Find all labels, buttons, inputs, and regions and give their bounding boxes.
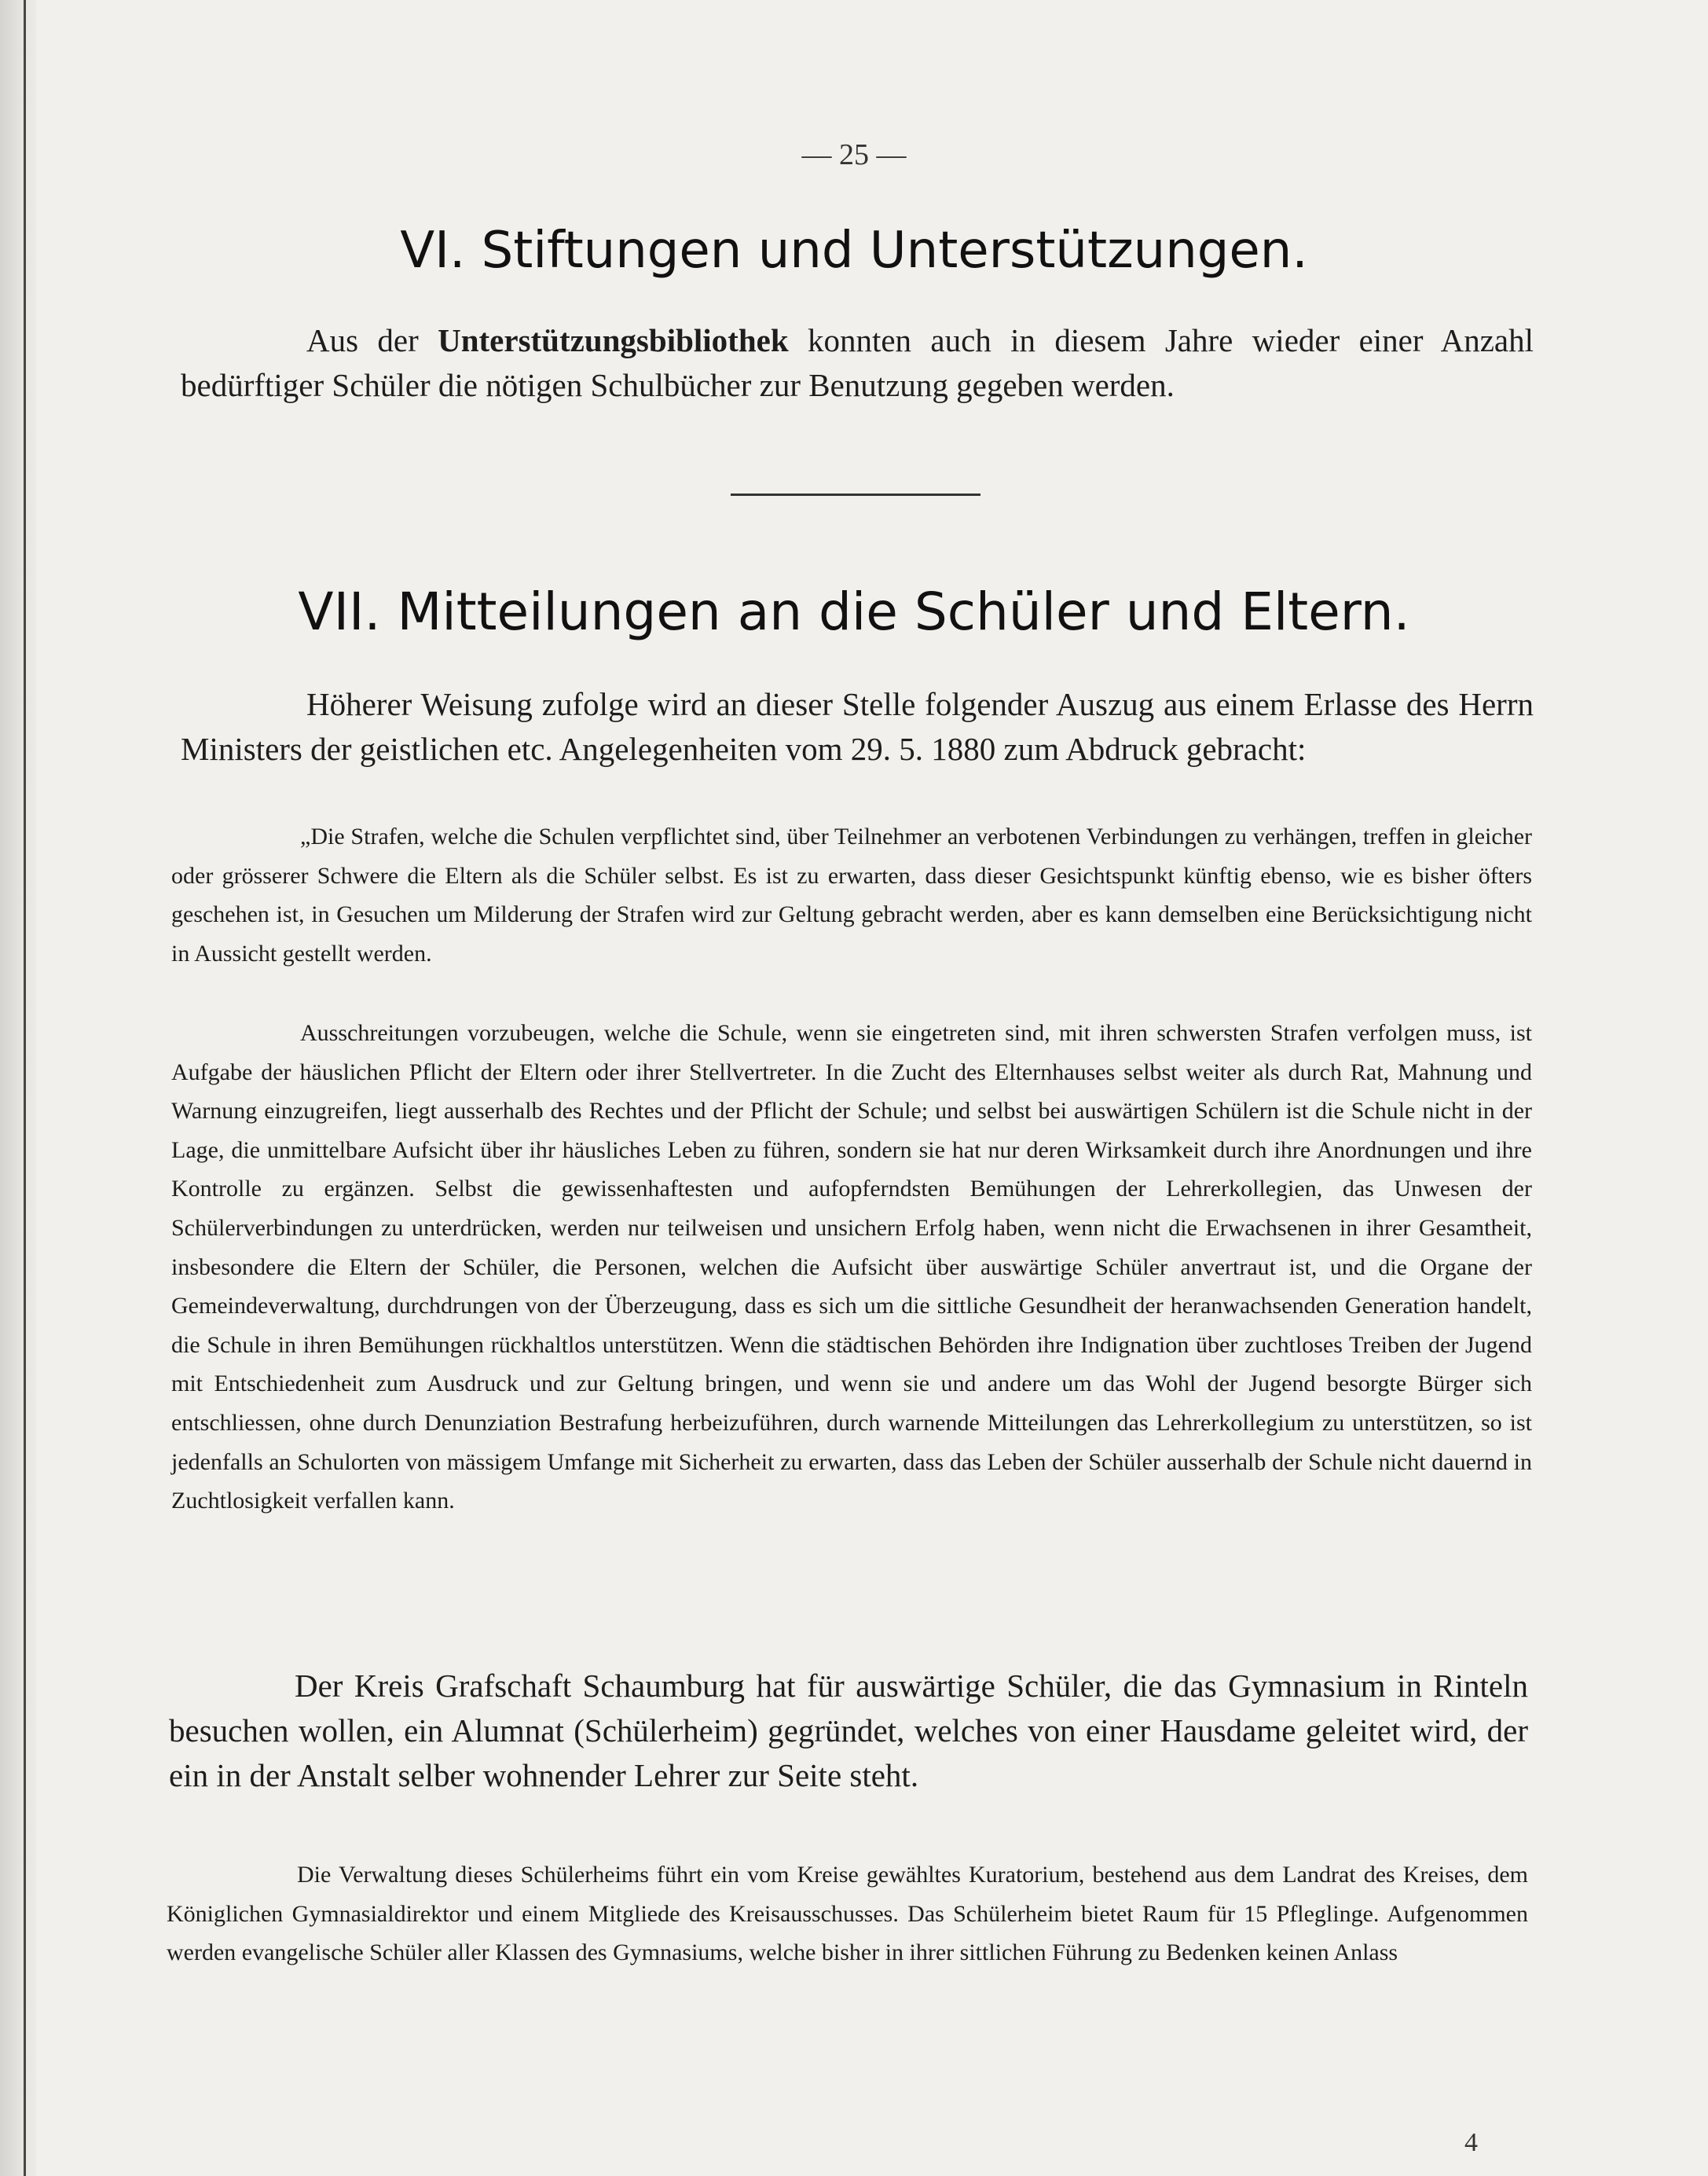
page-edge-shadow [0, 0, 36, 2176]
intro-text: Höherer Weisung zufolge wird an dieser Stelle folgender Auszug aus einem Erlasse des Herrn Ministers der geistlichen etc. Angelegenheiten vom 29. 5. 1880 zum Abdruck gebracht: [181, 686, 1534, 767]
decree-quote-paragraph-2 [171, 1014, 1532, 1521]
decree-quote-text-1: „Die Strafen, welche die Schulen verpflichtet sind, über Teilnehmer an verbotenen Verbindungen zu verhängen, treffen in gleicher oder grösserer Schwere die Eltern als die Schüler selbst. Es ist zu erwarten, dass dieser Gesichtspunkt künftig ebenso, wie es bisher öfters geschehen ist, in Gesuchen um Milderung der Strafen wird zur Geltung gebracht werden, aber es kann demselben eine Berücksichtigung nicht in Aussicht gestellt werden. [171, 824, 1532, 967]
section-vii-heading: VII. Mitteilungen an die Schüler und Eltern. [298, 582, 1410, 642]
para-bold-term: Unterstützungsbibliothek [438, 322, 789, 358]
para-text-post: konnten auch in diesem Jahre wieder einer Anzahl bedürftiger Schüler die nötigen Schulbücher zur Benutzung gegeben werden. [181, 322, 1534, 403]
para-text-pre: Aus der [306, 322, 438, 358]
section-vi-heading: VI. Stiftungen und Unterstützungen. [400, 222, 1308, 280]
decree-quote-paragraph-1 [171, 817, 1532, 973]
intro-paragraph [181, 682, 1534, 772]
signature-mark: 4 [1464, 2128, 1478, 2157]
section-divider [731, 494, 980, 496]
section-vi-paragraph [181, 318, 1534, 408]
page-binding-edge [24, 0, 26, 2176]
alumnat-text: Der Kreis Grafschaft Schaumburg hat für auswärtige Schüler, die das Gymnasium in Rinteln besuchen wollen, ein Alumnat (Schülerheim) gegründet, welches von einer Hausdame geleitet wird, der ein in der Anstalt selber wohnender Lehrer zur Seite steht. [169, 1668, 1528, 1793]
verwaltung-text: Die Verwaltung dieses Schülerheims führt ein vom Kreise gewähltes Kuratorium, bestehend aus dem Landrat des Kreises, dem Königlichen Gymnasialdirektor und einem Mitgliede des Kreisausschusses. Das Schülerheim bietet Raum für 15 Pfleglinge. Aufgenommen werden evangelische Schüler aller Klassen des Gymnasiums, welche bisher in ihrer sittlichen Führung zu Bedenken keinen Anlass [167, 1862, 1528, 1966]
page-number: — 25 — [801, 138, 907, 171]
decree-quote-text-2: Ausschreitungen vorzubeugen, welche die Schule, wenn sie eingetreten sind, mit ihren schwersten Strafen verfolgen muss, ist Aufgabe der häuslichen Pflicht der Eltern oder ihrer Stellvertreter. In die Zucht des Elternhauses selbst weiter als durch Rat, Mahnung und Warnung einzugreifen, liegt ausserhalb des Rechtes und der Pflicht der Schule; und selbst bei auswärtigen Schülern ist die Schule nicht in der Lage, die unmittelbare Aufsicht über ihr häusliches Leben zu führen, sondern sie hat nur deren Wirksamkeit durch ihre Anordnungen und ihre Kontrolle zu ergänzen. Selbst die gewissenhaftesten und aufopferndsten Bemühungen der Lehrerkollegien, das Unwesen der Schülerverbindungen zu unterdrücken, werden nur teilweisen und unsichern Erfolg haben, wenn nicht die Erwachsenen in ihrer Gesamtheit, insbesondere die Eltern der Schüler, die Personen, welchen die Aufsicht über auswärtige Schüler anvertraut ist, und die Organe der Gemeindeverwaltung, durchdrungen von der Überzeugung, dass es sich um die sittliche Gesundheit der heranwachsenden Generation handelt, die Schule in ihren Bemühungen rückhaltlos unterstützen. Wenn die städtischen Behörden ihre Indignation über zuchtloses Treiben der Jugend mit Entschiedenheit zum Ausdruck und zur Geltung bringen, und wenn sie und andere um das Wohl der Jugend besorgte Bürger sich entschliessen, ohne durch Denunziation Bestrafung herbeizuführen, durch warnende Mitteilungen das Lehrerkollegium zu unterstützen, so ist jedenfalls an Schulorten von mässigem Umfange mit Sicherheit zu erwarten, dass das Leben der Schüler ausserhalb der Schule nicht dauernd in Zuchtlosigkeit verfallen kann. [171, 1020, 1532, 1514]
alumnat-paragraph [169, 1664, 1528, 1798]
verwaltung-paragraph [167, 1855, 1528, 1972]
